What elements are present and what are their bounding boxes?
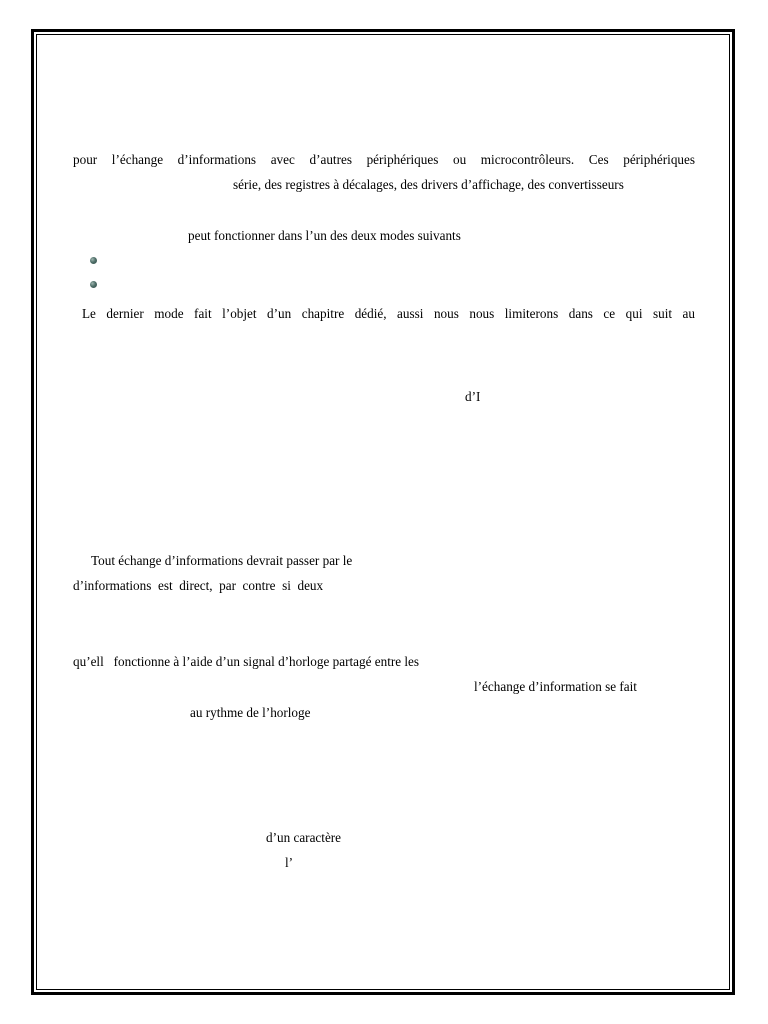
paragraph-line-12 — [285, 855, 293, 871]
bullet-icon — [90, 281, 97, 288]
line-text-9: l’échange d’information se fait — [474, 679, 637, 694]
paragraph-line-9 — [474, 679, 637, 695]
paragraph-line-6 — [91, 553, 352, 569]
paragraph-line-3 — [188, 228, 461, 244]
line-text-3: peut fonctionner dans l’un des deux modes suivants — [188, 228, 461, 243]
line-text-11: d’un caractère — [266, 830, 342, 845]
paragraph-line-10 — [190, 705, 310, 721]
line-text-10: au rythme de l’horloge — [190, 705, 311, 720]
paragraph-line-1 — [73, 152, 695, 168]
line-text-8: qu’ell fonctionne à l’aide d’un signal d’horloge partagé entre les — [73, 654, 420, 669]
paragraph-line-4 — [82, 306, 695, 322]
paragraph-line-5 — [465, 389, 480, 405]
paragraph-line-2 — [233, 177, 624, 193]
line-text-5: d’I — [465, 389, 481, 404]
line-text-7: d’informations est direct, par contre si deux — [73, 578, 324, 593]
line-text-6: Tout échange d’informations devrait passer par le — [91, 553, 353, 568]
line-text-1: pour l’échange d’informations avec d’autres périphériques ou microcontrôleurs. Ces périphériques — [73, 152, 695, 167]
line-text-2: série, des registres à décalages, des drivers d’affichage, des convertisseurs — [233, 177, 624, 192]
line-text-12: l’ — [285, 855, 294, 870]
bullet-icon — [90, 257, 97, 264]
paragraph-line-7 — [73, 578, 323, 594]
paragraph-line-8 — [73, 654, 419, 670]
line-text-4: Le dernier mode fait l’objet d’un chapitre dédié, aussi nous nous limiterons dans ce qui suit au — [82, 306, 695, 321]
paragraph-line-11 — [266, 830, 341, 846]
